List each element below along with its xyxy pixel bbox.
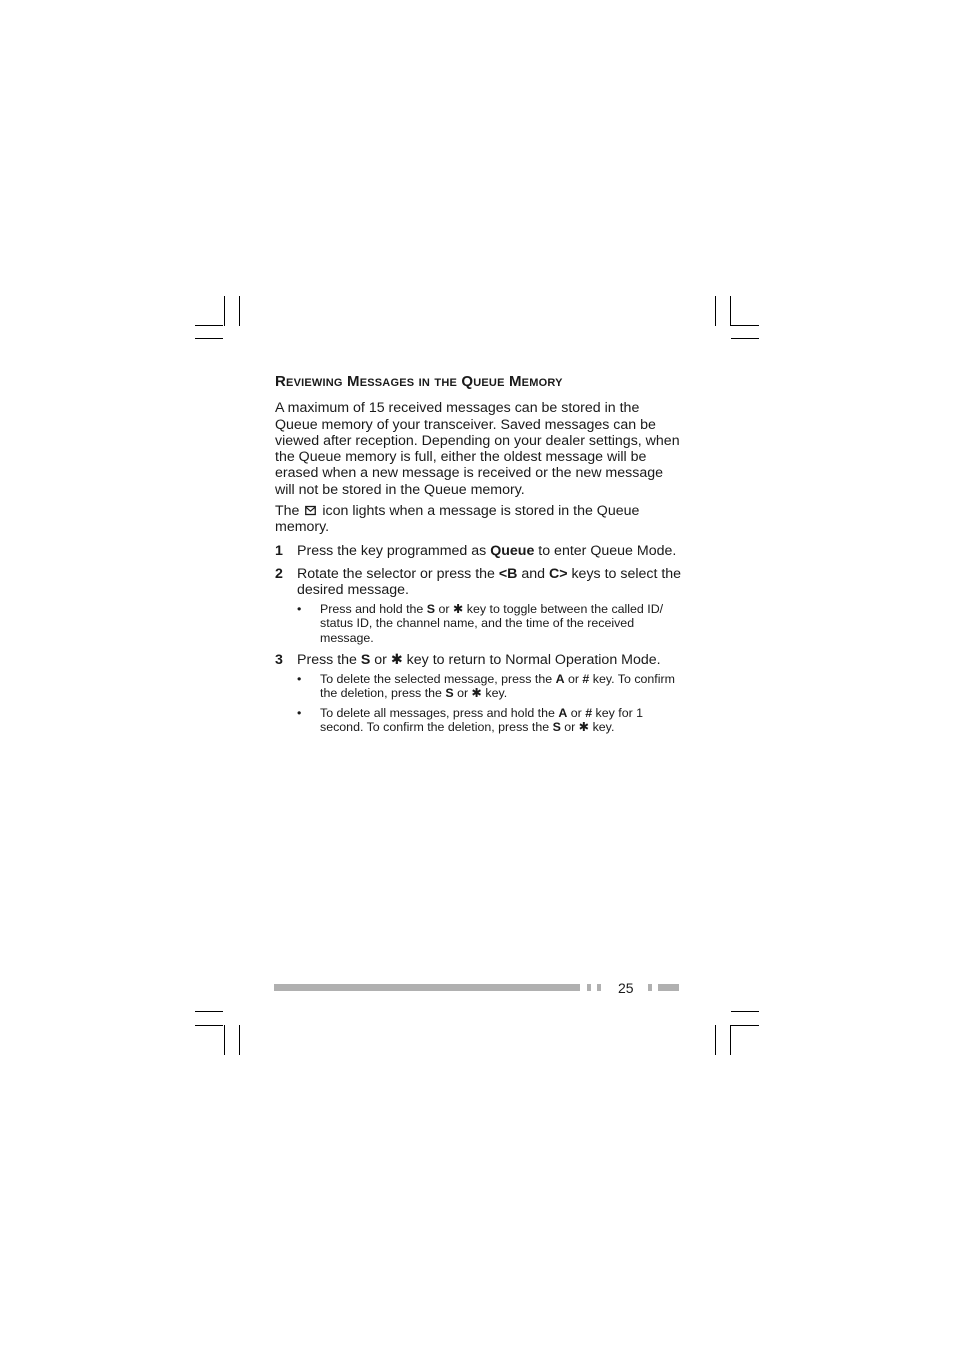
step-item	[275, 543, 685, 559]
text-run: to enter Queue Mode.	[534, 542, 677, 559]
page-number: 25	[618, 980, 634, 996]
text-run: key to return to Normal Operation Mode.	[402, 652, 661, 669]
footer-bar-tick	[648, 984, 652, 991]
crop-line	[730, 1025, 731, 1055]
section-heading: Reviewing Messages in the Queue Memory	[275, 373, 563, 390]
crop-line	[731, 338, 759, 339]
key-label: ✱	[390, 652, 403, 669]
crop-line	[715, 1025, 716, 1055]
text-run: and	[517, 565, 549, 582]
bullet-glyph: •	[297, 671, 302, 686]
crop-line	[731, 325, 759, 326]
crop-line	[239, 1025, 240, 1055]
footer-bar-tick	[597, 984, 601, 991]
text-run: key.	[481, 686, 508, 701]
crop-line	[731, 1025, 759, 1026]
bullet-item	[297, 706, 685, 735]
icon-paragraph-before: The	[275, 503, 300, 520]
step-item	[275, 566, 685, 599]
text-run: or	[564, 671, 583, 686]
text-run: Press the key programmed as	[297, 542, 491, 559]
crop-line	[224, 296, 225, 326]
key-label: A	[555, 671, 565, 686]
text-run: Rotate the selector or press the	[297, 565, 499, 582]
envelope-icon	[305, 505, 316, 516]
crop-line	[195, 338, 223, 339]
key-label: C>	[548, 565, 568, 582]
crop-line	[239, 296, 240, 326]
steps-list	[275, 543, 685, 735]
key-label: Queue	[490, 542, 535, 559]
key-label: S	[552, 720, 561, 735]
bullet-glyph: •	[297, 601, 302, 616]
page-content	[275, 374, 685, 741]
crop-line	[195, 1011, 223, 1012]
footer-bar-tick	[587, 984, 591, 991]
footer-bar-long	[274, 984, 580, 991]
text-run: Press the	[297, 652, 361, 669]
icon-paragraph-after: icon lights when a message is stored in the Queue memory.	[275, 503, 640, 536]
text-run: Press and hold the	[320, 601, 427, 616]
bullet-item	[297, 602, 685, 646]
step-number: 2	[275, 565, 283, 582]
bullet-glyph: •	[297, 705, 302, 720]
icon-paragraph	[275, 503, 685, 536]
crop-line	[195, 1025, 223, 1026]
text-run: key. To confirm the deletion, press the	[320, 671, 675, 701]
step-number: 1	[275, 542, 283, 559]
text-run: To delete all messages, press and hold the	[320, 705, 559, 720]
key-label: ✱	[452, 601, 464, 616]
bullet-list	[297, 672, 685, 735]
text-run: key to toggle between the called ID/ status ID, the channel name, and the time of the received message.	[320, 601, 664, 645]
intro-paragraph: A maximum of 15 received messages can be stored in the Queue memory of your transceiver. Saved messages can be viewed after reception. Depending on your dealer settings, when the Queue memory is full, either the oldest message will be erased when a new message is received or the new message will not be stored in the Queue memory.	[275, 400, 680, 498]
key-label: ✱	[578, 720, 590, 735]
footer-bar-short	[658, 984, 679, 991]
step-item	[275, 652, 685, 668]
crop-line	[715, 296, 716, 326]
step-number: 3	[275, 652, 283, 669]
crop-line	[731, 1011, 759, 1012]
key-label: <B	[498, 565, 518, 582]
text-run: or	[370, 652, 391, 669]
text-run: or	[560, 720, 579, 735]
text-run: or	[453, 686, 472, 701]
key-label: ✱	[471, 686, 482, 701]
crop-line	[195, 325, 223, 326]
key-label: S	[360, 652, 371, 669]
text-run: or	[435, 601, 453, 616]
text-run: key for 1 second. To confirm the deletion, press the	[320, 705, 644, 735]
crop-line	[730, 296, 731, 326]
key-label: S	[445, 686, 454, 701]
text-run: To delete the selected message, press the	[320, 671, 556, 686]
key-label: #	[582, 671, 590, 686]
bullet-item	[297, 672, 685, 701]
text-run: or	[567, 705, 586, 720]
text-run: keys to select the desired message.	[297, 565, 682, 599]
bullet-list	[297, 602, 685, 646]
text-run: key.	[589, 720, 615, 735]
key-label: S	[426, 601, 436, 616]
key-label: #	[585, 705, 593, 720]
crop-line	[224, 1025, 225, 1055]
key-label: A	[558, 705, 568, 720]
